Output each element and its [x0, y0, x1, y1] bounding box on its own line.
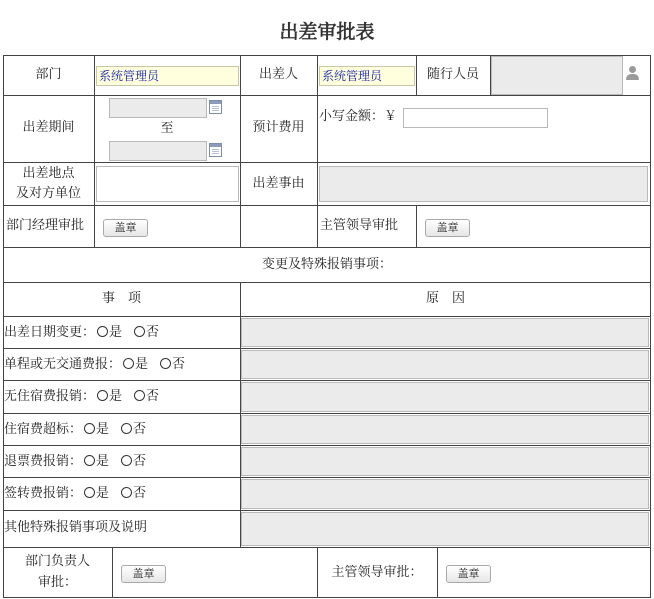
no-radio[interactable] — [134, 326, 145, 337]
no-label: 否 — [172, 357, 186, 372]
no-label: 否 — [133, 454, 147, 469]
cause-input[interactable] — [241, 350, 649, 379]
cause-input[interactable] — [241, 415, 649, 444]
calendar-icon[interactable] — [209, 100, 222, 114]
grid-line — [3, 547, 651, 548]
yes-label: 是 — [109, 389, 123, 404]
dept-head-label-line2: 审批： — [37, 575, 77, 590]
other-special-label: 其他特殊报销事项及说明 — [4, 520, 148, 535]
grid-line — [437, 547, 438, 598]
item-label: 签转费报销： — [4, 486, 83, 501]
grid-line — [3, 348, 651, 349]
yes-radio[interactable] — [84, 423, 95, 434]
item-label: 住宿费超标： — [4, 422, 83, 437]
location-input[interactable] — [96, 166, 239, 202]
no-label: 否 — [146, 325, 160, 340]
companions-label: 随行人员 — [426, 67, 479, 82]
user-picker-icon[interactable] — [625, 65, 641, 81]
supervisor-bottom-stamp-button[interactable]: 盖章 — [446, 565, 491, 583]
dept-manager-label: 部门经理审批 — [6, 218, 85, 233]
dept-head-stamp-button[interactable]: 盖章 — [121, 565, 166, 583]
special-items-header: 变更及特殊报销事项： — [261, 257, 392, 272]
grid-line — [94, 55, 95, 247]
supervisor-stamp-button[interactable]: 盖章 — [425, 219, 470, 237]
end-date-field[interactable] — [109, 141, 207, 161]
location-label: 出差地点 — [22, 166, 75, 181]
supervisor-label: 主管领导审批 — [320, 218, 399, 233]
period-label: 出差期间 — [22, 120, 75, 135]
grid-line — [3, 162, 651, 163]
item-column-header: 事 项 — [101, 291, 141, 306]
yes-radio[interactable] — [84, 487, 95, 498]
cause-input[interactable] — [241, 447, 649, 476]
item-row-refund-fee — [4, 453, 146, 471]
cause-column-header: 原 因 — [425, 291, 465, 306]
no-label: 否 — [146, 389, 160, 404]
grid-line — [3, 413, 651, 414]
yes-label: 是 — [96, 422, 110, 437]
form-title: 出差审批表 — [279, 21, 375, 43]
budget-label: 预计费用 — [252, 120, 305, 135]
supervisor-bottom-label: 主管领导审批： — [331, 565, 423, 580]
item-row-no-transport — [4, 356, 185, 374]
grid-line — [3, 597, 651, 598]
reason-label: 出差事由 — [252, 176, 305, 191]
item-label: 退票费报销： — [4, 454, 83, 469]
grid-line — [416, 205, 417, 247]
item-row-date-change — [4, 324, 159, 342]
cause-input[interactable] — [241, 479, 649, 509]
period-to-label: 至 — [160, 121, 174, 136]
item-label: 单程或无交通费报： — [4, 357, 122, 372]
grid-line — [650, 55, 651, 598]
no-radio[interactable] — [160, 358, 171, 369]
yes-radio[interactable] — [97, 326, 108, 337]
no-label: 否 — [133, 486, 147, 501]
grid-line — [3, 282, 651, 283]
dept-manager-stamp-button[interactable]: 盖章 — [103, 219, 148, 237]
item-label: 出差日期变更： — [4, 325, 96, 340]
grid-line — [3, 247, 651, 248]
item-label: 无住宿费报销： — [4, 389, 96, 404]
cause-input[interactable] — [241, 382, 649, 412]
grid-line — [317, 55, 318, 247]
calendar-icon[interactable] — [209, 143, 222, 157]
grid-line — [3, 316, 651, 317]
grid-line — [112, 547, 113, 598]
grid-line — [3, 477, 651, 478]
traveler-field[interactable]: 系统管理员 — [319, 66, 415, 86]
no-radio[interactable] — [121, 487, 132, 498]
department-label: 部门 — [35, 67, 62, 82]
amount-input[interactable] — [403, 108, 548, 128]
companions-field[interactable] — [491, 56, 623, 95]
yes-label: 是 — [135, 357, 149, 372]
grid-line — [3, 205, 651, 206]
no-radio[interactable] — [121, 455, 132, 466]
grid-line — [3, 445, 651, 446]
start-date-field[interactable] — [109, 98, 207, 118]
yes-radio[interactable] — [123, 358, 134, 369]
yes-radio[interactable] — [84, 455, 95, 466]
amount-label: 小写金额：￥ — [319, 109, 398, 124]
no-radio[interactable] — [134, 390, 145, 401]
item-row-lodging-over — [4, 421, 146, 439]
no-label: 否 — [133, 422, 147, 437]
grid-line — [3, 510, 651, 511]
item-row-no-lodging — [4, 388, 159, 406]
grid-line — [3, 380, 651, 381]
no-radio[interactable] — [121, 423, 132, 434]
other-special-input[interactable] — [241, 512, 649, 546]
reason-input[interactable] — [319, 166, 648, 202]
location-label-line2: 及对方单位 — [15, 186, 81, 201]
yes-label: 是 — [109, 325, 123, 340]
yes-label: 是 — [96, 486, 110, 501]
cause-input[interactable] — [241, 318, 649, 347]
traveler-label: 出差人 — [258, 67, 298, 82]
department-field[interactable]: 系统管理员 — [96, 66, 239, 86]
item-row-transfer-fee — [4, 485, 146, 503]
dept-head-label: 部门负责人 — [24, 554, 90, 569]
grid-line — [3, 95, 651, 96]
yes-radio[interactable] — [97, 390, 108, 401]
yes-label: 是 — [96, 454, 110, 469]
